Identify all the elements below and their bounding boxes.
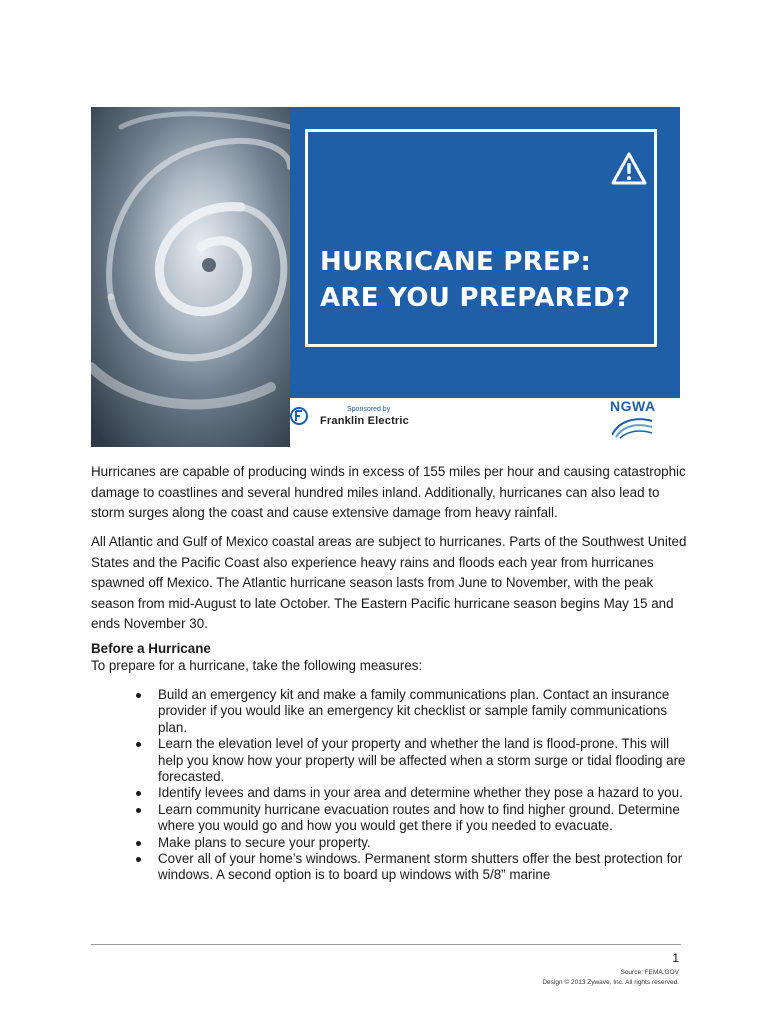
source-credit: Source: FEMA.GOV (620, 969, 679, 976)
banner-title (320, 244, 630, 316)
list-item: Build an emergency kit and make a family communications plan. Contact an insurance provider if you would like an emergency kit checklist or sample family communications plan. (91, 687, 691, 736)
footer-divider (91, 944, 681, 945)
title-frame (305, 129, 657, 347)
intro-paragraph-1: Hurricanes are capable of producing winds in excess of 155 miles per hour and causing catastrophic damage to coastlines and several hundred miles inland. Additionally, hurricanes can also lead to storm surges along the coast and cause extensive damage from heavy rainfall. (91, 464, 686, 520)
hero-banner (91, 107, 680, 447)
copyright-notice: Design © 2013 Zywave, Inc. All rights reserved. (542, 979, 679, 986)
hurricane-satellite-image (91, 107, 290, 447)
sponsor-name: Franklin Electric (320, 415, 409, 427)
list-item: Make plans to secure your property. (91, 835, 691, 851)
list-item: Learn the elevation level of your property and whether the land is flood-prone. This will help you know how your property will be affected when a storm surge or tidal flooding are forecasted. (91, 736, 691, 785)
page-number: 1 (672, 951, 679, 965)
franklin-electric-logo (290, 405, 308, 427)
before-hurricane-heading: Before a Hurricane (91, 641, 211, 656)
sponsor-bar (290, 398, 680, 447)
sponsored-by-label: Sponsored by (347, 406, 391, 413)
ngwa-logo (610, 398, 660, 442)
list-item: Identify levees and dams in your area and determine whether they pose a hazard to you. (91, 785, 691, 801)
list-item: Learn community hurricane evacuation routes and how to find higher ground. Determine where you would go and how you would get there if you needed to evacuate. (91, 802, 691, 835)
intro-paragraph-2: All Atlantic and Gulf of Mexico coastal areas are subject to hurricanes. Parts of the Southwest United States and the Pacific Coast also experience heavy rains and floods each year from hurricanes spawned off Mexico. The Atlantic hurricane season lasts from June to November, with the peak season from mid-August to late October. The Eastern Pacific hurricane season begins May 15 and ends November 30. (91, 534, 687, 631)
banner-title-line1: HURRICANE PREP: (320, 247, 592, 277)
before-hurricane-lead: To prepare for a hurricane, take the following measures: (91, 658, 423, 673)
footer-credits (542, 968, 679, 988)
list-item: Cover all of your home’s windows. Permanent storm shutters offer the best protection for windows. A second option is to board up windows with 5/8” marine (91, 851, 691, 884)
banner-title-line2: ARE YOU PREPARED? (320, 283, 631, 313)
preparation-list (91, 687, 691, 884)
ngwa-waves-icon (612, 415, 654, 439)
ngwa-wordmark: NGWA (610, 398, 656, 414)
title-panel (290, 107, 680, 398)
warning-triangle-icon (611, 152, 647, 186)
